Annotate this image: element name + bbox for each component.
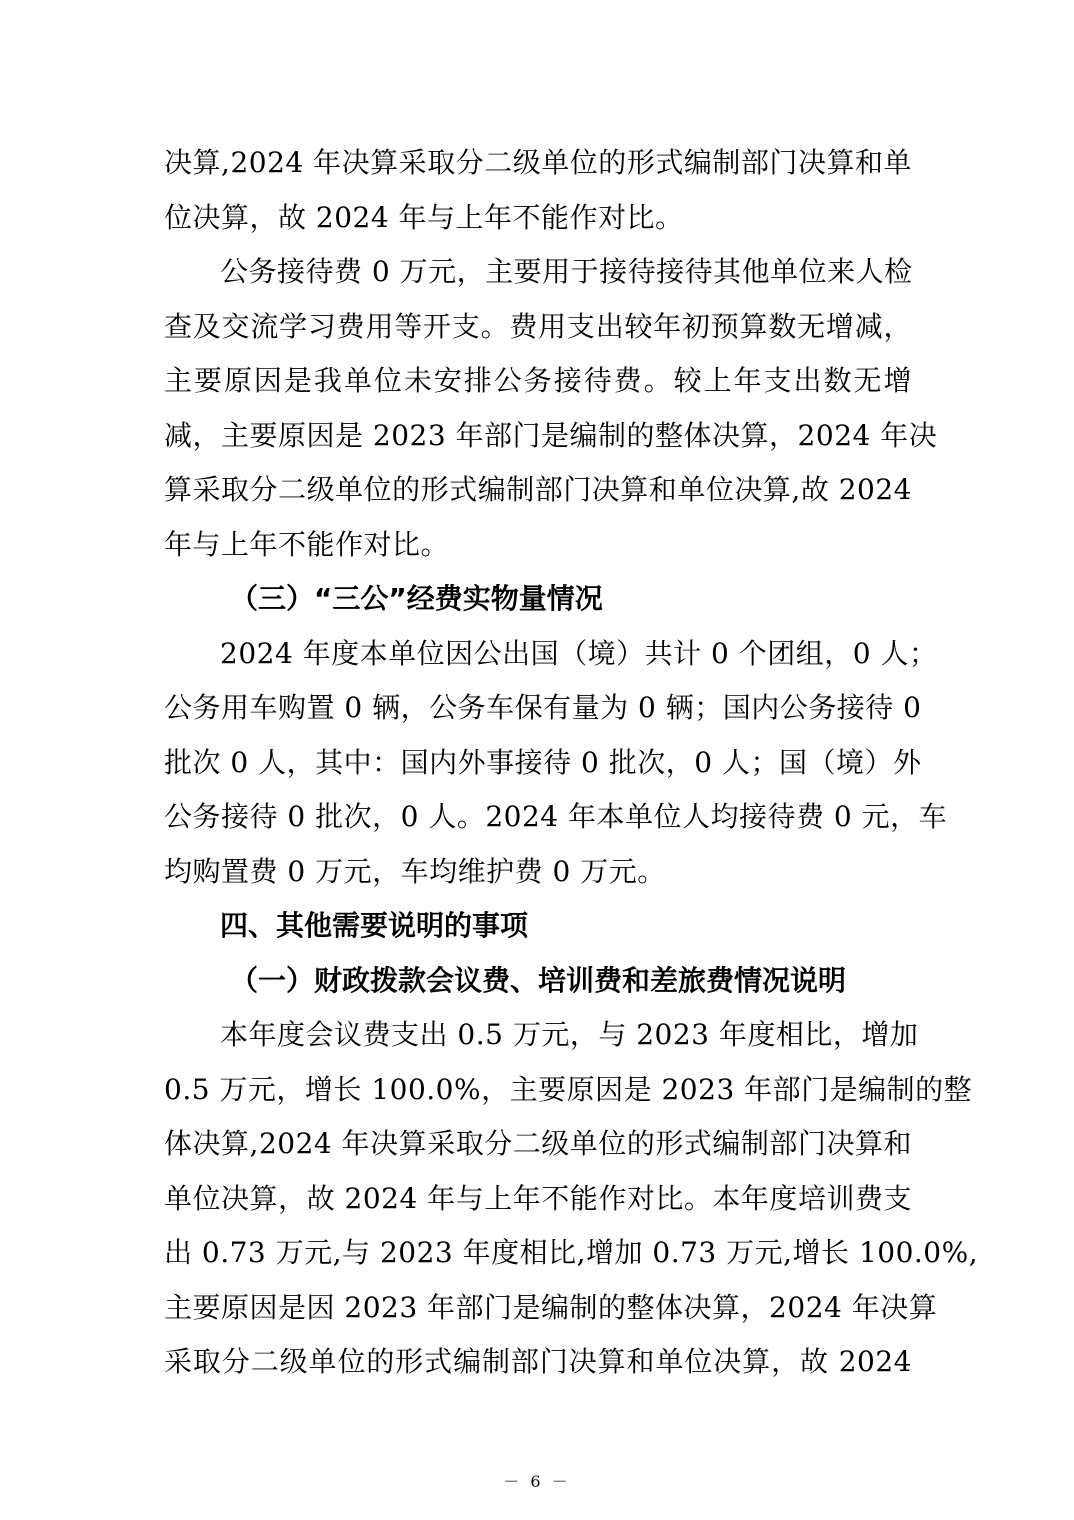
paragraph-line: 采取分二级单位的形式编制部门决算和单位决算，故 2024 <box>164 1345 912 1378</box>
page-number: － 6 － <box>503 1472 571 1491</box>
paragraph-line: 单位决算，故 2024 年与上年不能作对比。本年度培训费支 <box>164 1181 912 1215</box>
paragraph-line: 公务接待费 0 万元，主要用于接待接待其他单位来人检 <box>220 255 913 288</box>
paragraph-line: 查及交流学习费用等开支。费用支出较年初预算数无增减， <box>164 309 912 343</box>
paragraph-line: 公务接待 0 批次，0 人。2024 年本单位人均接待费 0 元，车 <box>164 800 948 833</box>
paragraph-line: 批次 0 人，其中：国内外事接待 0 批次，0 人；国（境）外 <box>164 745 922 779</box>
paragraph-line: 位决算，故 2024 年与上年不能作对比。 <box>164 200 684 234</box>
paragraph-line: 公务用车购置 0 辆，公务车保有量为 0 辆；国内公务接待 0 <box>164 691 922 724</box>
body-text <box>164 136 979 1390</box>
chapter-heading: 四、其他需要说明的事项 <box>220 909 529 942</box>
paragraph-line: 0.5 万元，增长 100.0%，主要原因是 2023 年部门是编制的整 <box>164 1072 973 1106</box>
paragraph-line: 体决算,2024 年决算采取分二级单位的形式编制部门决算和 <box>164 1127 912 1160</box>
paragraph-line: 算采取分二级单位的形式编制部门决算和单位决算,故 2024 <box>164 473 912 506</box>
paragraph-line: 减，主要原因是 2023 年部门是编制的整体决算，2024 年决 <box>164 418 938 452</box>
section-heading: （一）财政拨款会议费、培训费和差旅费情况说明 <box>230 963 847 997</box>
paragraph-line: 年与上年不能作对比。 <box>164 527 450 561</box>
paragraph-line: 均购置费 0 万元，车均维护费 0 万元。 <box>164 854 666 888</box>
paragraph-line: 本年度会议费支出 0.5 万元，与 2023 年度相比，增加 <box>220 1018 919 1051</box>
paragraph-line: 出 0.73 万元,与 2023 年度相比,增加 0.73 万元,增长 100.0%, <box>164 1236 979 1269</box>
paragraph-line: 主要原因是因 2023 年部门是编制的整体决算，2024 年决算 <box>164 1290 938 1324</box>
paragraph-line: 决算,2024 年决算采取分二级单位的形式编制部门决算和单 <box>164 146 912 179</box>
paragraph-line: 主要原因是我单位未安排公务接待费。较上年支出数无增 <box>164 364 912 397</box>
section-heading: （三）“三公”经费实物量情况 <box>230 582 603 615</box>
paragraph-line: 2024 年度本单位因公出国（境）共计 0 个团组，0 人； <box>220 636 938 670</box>
